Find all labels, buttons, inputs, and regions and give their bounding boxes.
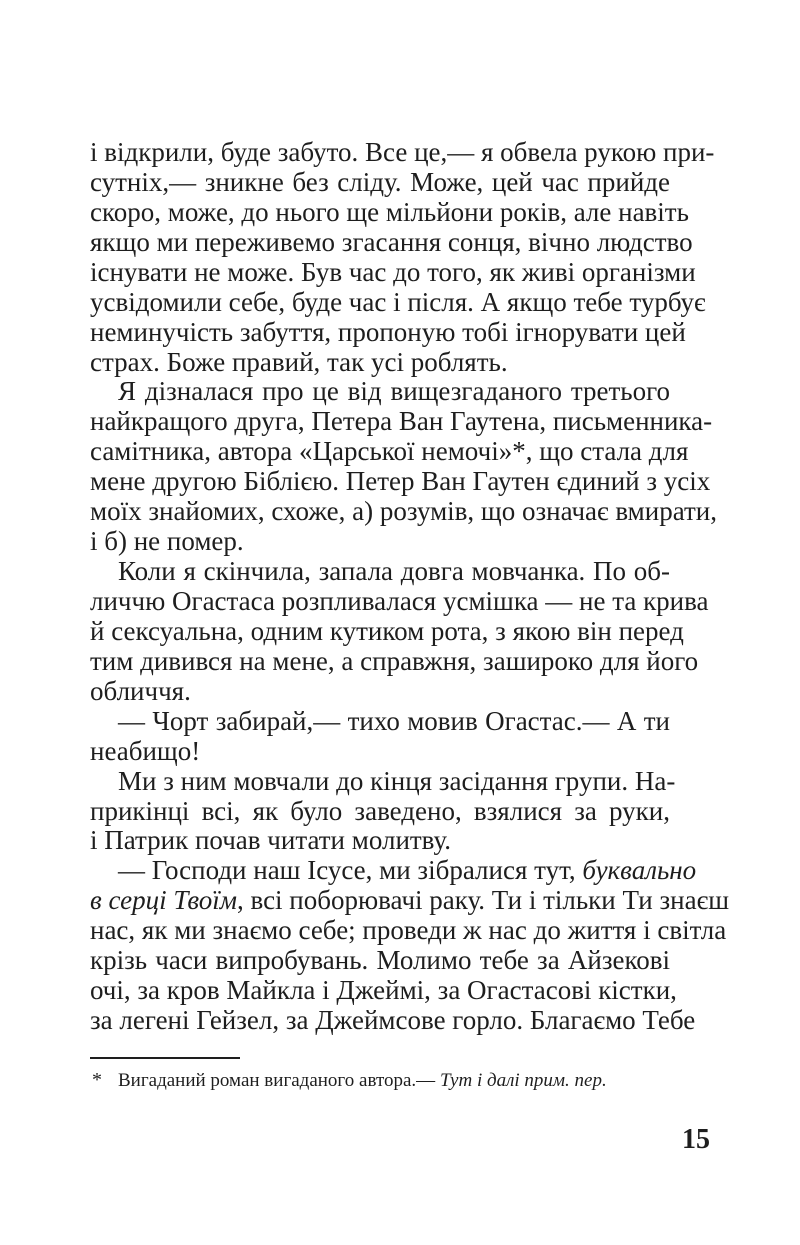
text-line: тим дивився на мене, а справжня, зашироко для його xyxy=(90,645,699,676)
footnote-text xyxy=(118,1066,678,1096)
text-line: крізь часи випробувань. Молимо тебе за Айзекові xyxy=(90,945,670,976)
text-line: скоро, може, до нього ще мільйони років, але навіть xyxy=(90,196,689,227)
text-line: очі, за кров Майкла і Джеймі, за Огастасові кістки, xyxy=(90,975,677,1006)
text-line: Коли я скінчила, запала довга мовчанка. По об- xyxy=(118,556,670,587)
footnote-body: Вигаданий роман вигаданого автора.— xyxy=(118,1070,436,1091)
text-line: Ми з ним мовчали до кінця засідання групи. На- xyxy=(118,765,676,796)
text-line: обличчя. xyxy=(90,675,191,706)
text-line: й сексуальна, одним кутиком рота, з якою він перед xyxy=(90,615,684,646)
text-line: прикінці всі, як було заведено, взялися за руки, xyxy=(90,795,670,826)
text-line: личчю Огастаса розпливалася усмішка — не та крива xyxy=(90,586,709,616)
text-line: страх. Боже правий, так усі роблять. xyxy=(90,346,508,377)
text-line: і Патрик почав читати молитву. xyxy=(90,825,452,856)
text-line: неминучість забуття, пропоную тобі ігнорувати цей xyxy=(90,316,686,347)
footnote-marker: * xyxy=(92,1069,102,1091)
text-run: — Господи наш Ісусе, ми зібралися тут, xyxy=(118,855,576,886)
text-line: Я дізналася про це від вищезгаданого третього xyxy=(118,376,670,407)
text-line: якщо ми переживемо згасання сонця, вічно людство xyxy=(90,226,693,257)
text-line: сутніх,— зникне без сліду. Може, цей час прийде xyxy=(90,166,670,197)
text-line: мене другою Біблією. Петер Ван Гаутен єдиний з усіх xyxy=(90,466,711,497)
text-line: і відкрили, буде забуто. Все це,— я обвела рукою при- xyxy=(90,137,715,167)
page-number: 15 xyxy=(682,1124,710,1155)
text-line: за легені Гейзел, за Джеймсове горло. Благаємо Тебе xyxy=(90,1005,696,1036)
text-line: неабищо! xyxy=(90,735,201,766)
italic-run: буквально xyxy=(582,855,697,886)
text-line: усвідомили себе, буде час і після. А якщо тебе турбує xyxy=(90,286,706,317)
text-line: самітника, автора «Царської немочі»*, що стала для xyxy=(90,436,689,467)
text-line: найкращого друга, Петера Ван Гаутена, письменника- xyxy=(90,406,713,437)
italic-run: в серці Твоїм xyxy=(90,885,237,916)
text-line: нас, як ми знаємо себе; проведи ж нас до життя і світла xyxy=(90,915,727,946)
text-line: і б) не помер. xyxy=(90,526,244,557)
text-line: існувати не може. Був час до того, як живі організми xyxy=(90,256,696,287)
text-run: , всі поборювачі раку. Ти і тільки Ти знаєш xyxy=(236,885,729,916)
text-line: — Чорт забирай,— тихо мовив Огастас.— А ти xyxy=(118,705,670,736)
text-line: моїх знайомих, схоже, а) розумів, що означає вмирати, xyxy=(90,496,717,527)
footnote-rule xyxy=(90,1057,240,1059)
footnote-note: Тут і далі прим. пер. xyxy=(439,1070,607,1091)
